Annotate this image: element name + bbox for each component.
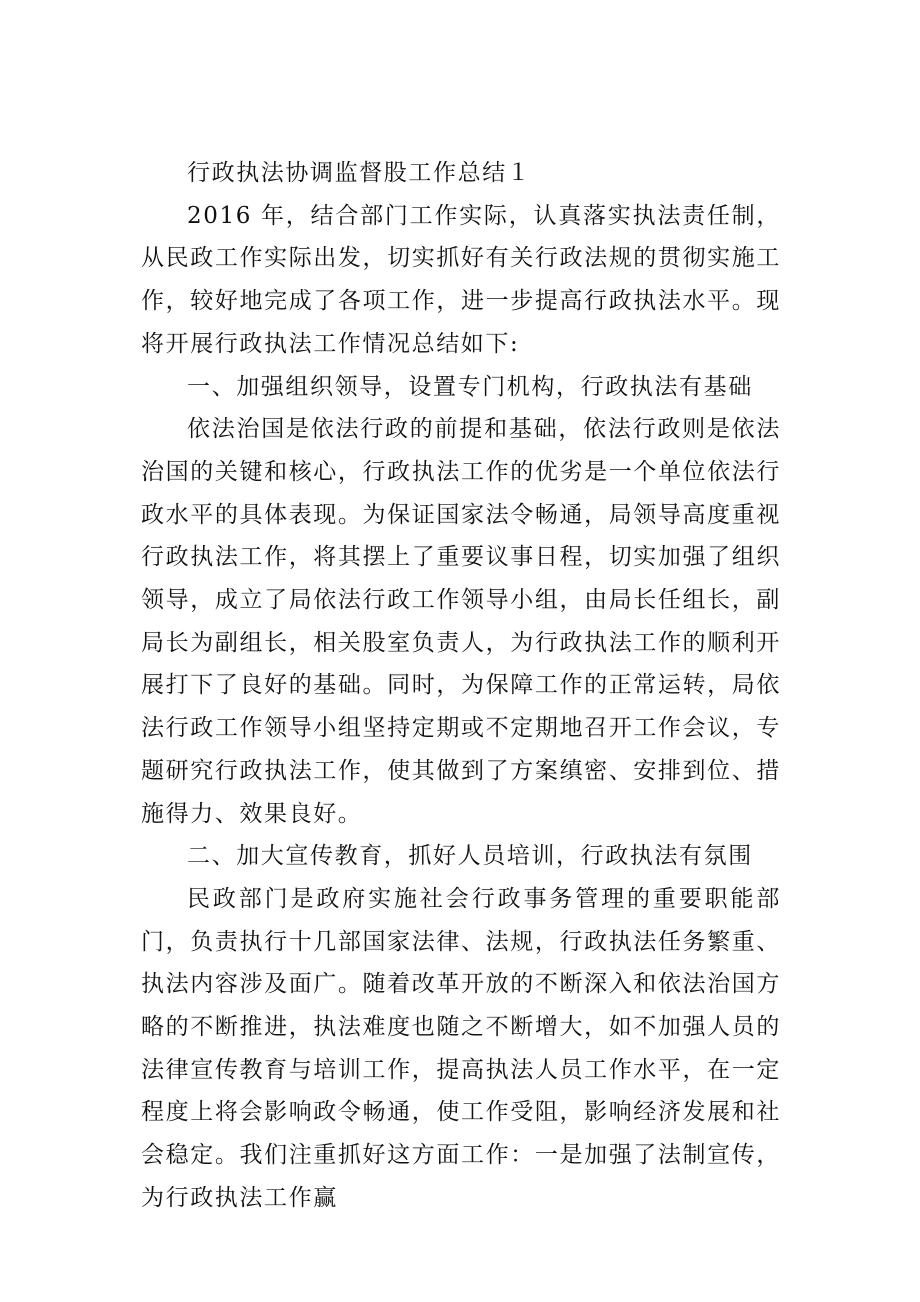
paragraph-section-1: 依法治国是依法行政的前提和基础，依法行政则是依法治国的关键和核心，行政执法工作的优劣是一个单位依法行政水平的具体表现。为保证国家法令畅通，局领导高度重视行政执法工作，将其摆上了重要议事日程，切实加强了组织领导，成立了局依法行政工作领导小组，由局长任组长，副局长为副组长，相关股室负责人，为行政执法工作的顺利开展打下了良好的基础。同时，为保障工作的正常运转，局依法行政工作领导小组坚持定期或不定期地召开工作会议，专题研究行政执法工作，使其做到了方案缜密、安排到位、措施得力、效果良好。: [141, 416, 781, 827]
section-heading-1: 一、加强组织领导，设置专门机构，行政执法有基础: [187, 373, 753, 400]
paragraph-section-2: 民政部门是政府实施社会行政事务管理的重要职能部门，负责执行十几部国家法律、法规，行政执法任务繁重、执法内容涉及面广。随着改革开放的不断深入和依法治国方略的不断推进，执法难度也随之不断增大，如不加强人员的法律宣传教育与培训工作，提高执法人员工作水平，在一定程度上将会影响政令畅通，使工作受阻，影响经济发展和社会稳定。我们注重抓好这方面工作：一是加强了法制宣传，为行政执法工作赢: [141, 885, 781, 1211]
paragraph-intro: 2016 年，结合部门工作实际，认真落实执法责任制，从民政工作实际出发，切实抓好有关行政法规的贯彻实施工作，较好地完成了各项工作，进一步提高行政执法水平。现将开展行政执法工作情况总结如下:: [141, 202, 781, 357]
section-heading-2: 二、加大宣传教育，抓好人员培训，行政执法有氛围: [187, 843, 753, 870]
document-title: 行政执法协调监督股工作总结１: [187, 160, 532, 186]
document-body: [141, 152, 781, 1220]
